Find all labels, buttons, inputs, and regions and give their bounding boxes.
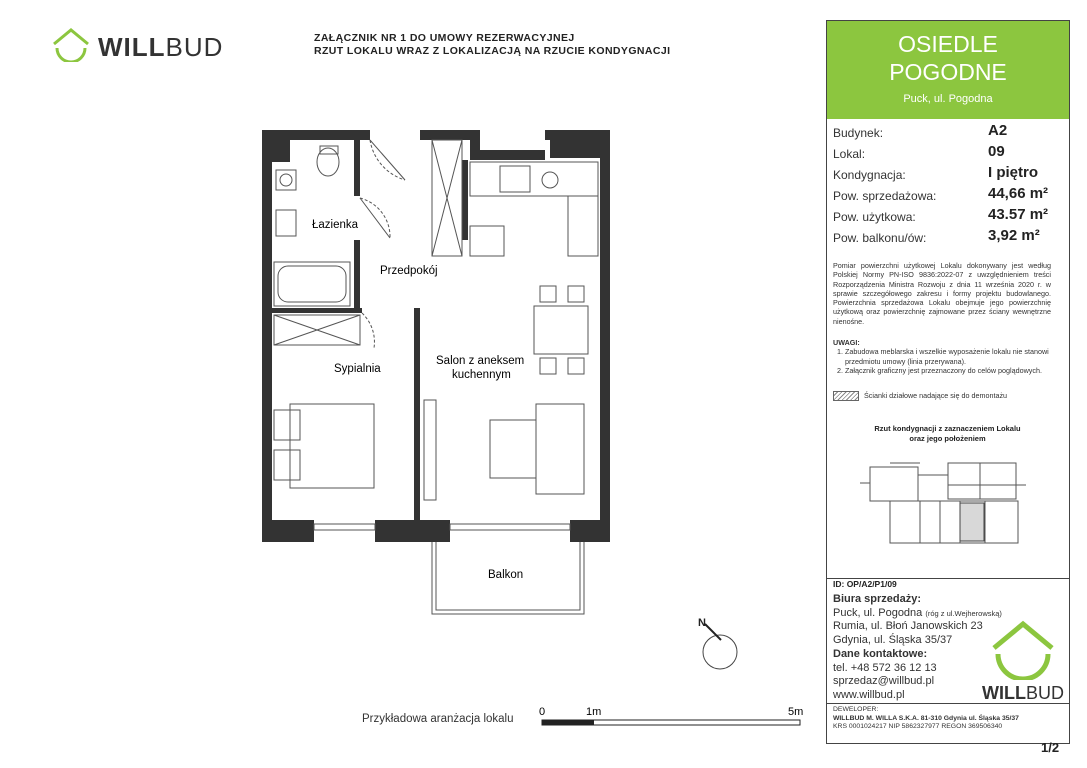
room-label-bathroom: Łazienka	[312, 219, 359, 231]
info-value: A2	[988, 122, 1008, 139]
info-row-unit	[833, 143, 1063, 165]
logo-bold: WILL	[982, 683, 1026, 703]
hatch-swatch	[833, 391, 859, 401]
logo-light: BUD	[165, 32, 224, 62]
sales-office-3: Gdynia, ul. Śląska 35/37	[833, 633, 953, 646]
scale-label-5m: 5m	[788, 706, 804, 718]
developer-info	[833, 706, 1019, 732]
highlighted-unit	[960, 503, 984, 541]
page-number: 1/2	[1041, 740, 1060, 755]
logo-wordmark-small	[982, 683, 1064, 704]
logo-wordmark	[98, 32, 223, 63]
title-line-1: ZAŁĄCZNIK NR 1 DO UMOWY REZERWACYJNEJ	[314, 32, 575, 44]
room-label-hall: Przedpokój	[380, 265, 438, 277]
room-label-living-1: Salon z aneksem	[436, 355, 525, 367]
scale-label-1m: 1m	[586, 706, 602, 718]
estate-name-line-2: POGODNE	[889, 59, 1007, 85]
room-label-bedroom: Sypialnia	[334, 363, 381, 375]
hatch-legend-text: Ścianki działowe nadające się do demontażu	[864, 391, 1008, 400]
title-line-2: RZUT LOKALU WRAZ Z LOKALIZACJĄ NA RZUCIE KONDYGNACJI	[314, 45, 671, 57]
info-row-balcony-area	[833, 227, 1063, 249]
estate-name	[827, 30, 1069, 86]
compass-icon	[694, 614, 750, 670]
info-label: Pow. użytkowa:	[833, 210, 916, 224]
contact-web: www.willbud.pl	[833, 688, 905, 701]
developer-label: DEWELOPER:	[833, 706, 879, 713]
keyplan-diagram	[860, 455, 1030, 555]
info-label: Pow. sprzedażowa:	[833, 189, 937, 203]
room-label-balcony: Balkon	[488, 569, 524, 581]
developer-divider	[827, 703, 1069, 704]
estate-name-line-1: OSIEDLE	[898, 31, 998, 57]
compass-label: N	[698, 617, 706, 629]
scale-label-0: 0	[539, 706, 546, 718]
keyplan-title	[840, 424, 1055, 444]
willbud-logo-icon	[50, 26, 92, 62]
room-label-living-2: kuchennym	[452, 369, 511, 381]
document-title	[314, 32, 670, 58]
floor-plan	[250, 120, 630, 630]
estate-banner	[827, 21, 1069, 119]
keyplan-title-line-1: Rzut kondygnacji z zaznaczeniem Lokalu	[874, 424, 1021, 433]
info-value: 44,66 m²	[988, 185, 1049, 202]
remark-item: 1. Zabudowa meblarska i wszelkie wyposażenie lokalu nie stanowi przedmiotu umowy (linia przerywana).	[845, 347, 1053, 366]
info-row-usable-area	[833, 206, 1063, 228]
sales-title: Biura sprzedaży:	[833, 593, 922, 605]
scale-bar	[530, 704, 810, 734]
info-row-floor	[833, 164, 1063, 186]
sales-offices	[833, 593, 1002, 647]
willbud-logo-icon	[988, 618, 1058, 680]
unit-id: ID: OP/A2/P1/09	[833, 579, 897, 589]
info-label: Budynek:	[833, 126, 884, 140]
remark-item: 2. Załącznik graficzny jest przeznaczony do celów poglądowych.	[845, 366, 1053, 375]
sales-office-1: Puck, ul. Pogodna	[833, 606, 923, 619]
remarks-title: UWAGI:	[833, 338, 860, 347]
info-row-sales-area	[833, 185, 1063, 207]
developer-name: WILLBUD M. WILLA S.K.A. 81-310 Gdynia ul. Śląska 35/37	[833, 714, 1019, 722]
sales-office-2: Rumia, ul. Błoń Janowskich 23	[833, 620, 983, 632]
remarks	[833, 338, 1053, 375]
info-value: 09	[988, 143, 1005, 160]
info-label: Lokal:	[833, 147, 866, 161]
contact-email: sprzedaz@willbud.pl	[833, 675, 935, 687]
info-label: Pow. balkonu/ów:	[833, 231, 927, 245]
logo-bold: WILL	[98, 32, 166, 62]
sales-office-1-note: (róg z ul.Wejherowską)	[925, 608, 1002, 618]
hatch-legend	[833, 391, 1007, 401]
measurement-note: Pomiar powierzchni użytkowej Lokalu dokonywany jest według Polskiej Normy PN-ISO 9836:2022-07 z uwzględnieniem treści Rozporządzenia Ministra Rozwoju z dnia 11 września 2020 r. w sprawie szczegółowego zakresu i formy projektu budowlanego. Powierzchnia sprzedażowa Lokalu obejmuje jego powierzchnię użytkową oraz powierzchnię zajmowane przez ściany wewnętrzne nienośne.	[833, 261, 1051, 326]
info-value: I piętro	[988, 164, 1039, 181]
info-value: 43.57 m²	[988, 206, 1049, 223]
scale-caption: Przykładowa aranżacja lokalu	[362, 713, 514, 725]
logo-light: BUD	[1025, 683, 1064, 703]
info-value: 3,92 m²	[988, 227, 1040, 244]
estate-location: Puck, ul. Pogodna	[903, 93, 993, 105]
info-label: Kondygnacja:	[833, 168, 906, 182]
contact-title: Dane kontaktowe:	[833, 648, 928, 660]
developer-registry: KRS 0001024217 NIP 5862327977 REGON 369506340	[833, 723, 1003, 730]
contact-phone: tel. +48 572 36 12 13	[833, 661, 937, 674]
keyplan-title-line-2: oraz jego położeniem	[909, 434, 986, 443]
info-row-building	[833, 122, 1063, 144]
contact-details	[833, 648, 937, 702]
